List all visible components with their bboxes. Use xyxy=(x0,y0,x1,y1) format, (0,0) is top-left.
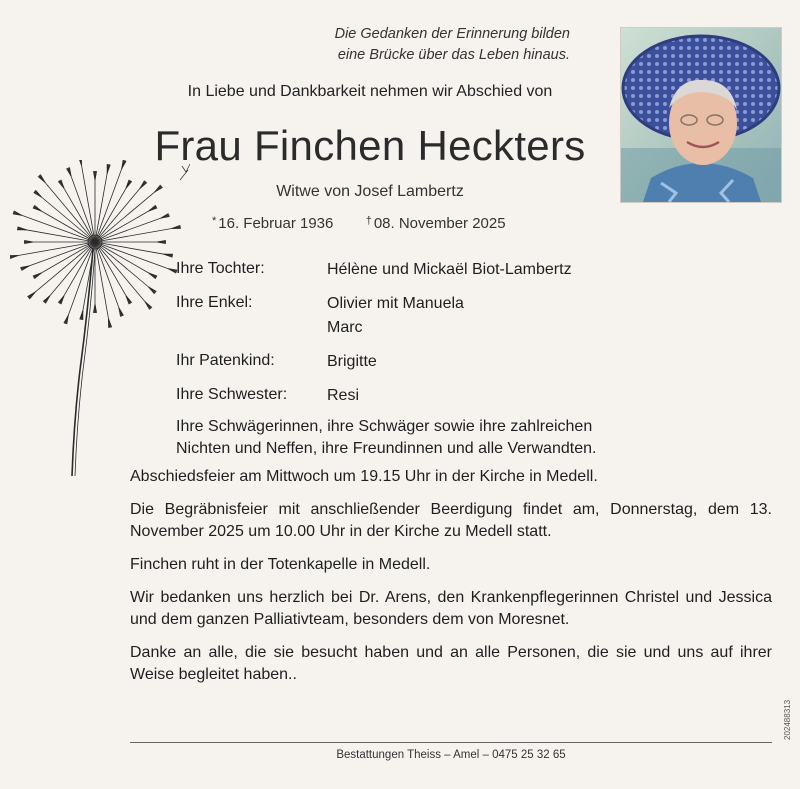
paragraph-thanks: Wir bedanken uns herzlich bei Dr. Arens, den Krankenpflegerinnen Christel und Jessica und dem ganzen Palliativteam, besonders dem von Moresnet. xyxy=(130,589,772,628)
birth-date: 16. Februar 1936 xyxy=(218,215,334,232)
intro-text: In Liebe und Dankbarkeit nehmen wir Abschied von xyxy=(187,83,553,100)
family-extra-line-1: Ihre Schwägerinnen, ihre Schwäger sowie ihre zahlreichen xyxy=(176,418,593,435)
paragraph-funeral: Die Begräbnisfeier mit anschließender Beerdigung findet am, Donnerstag, dem 13. November 2025 um 10.00 Uhr in der Kirche zu Medell statt. xyxy=(130,501,772,540)
paragraph-chapel: Finchen ruht in der Totenkapelle in Medell. xyxy=(130,556,431,573)
memorial-quote xyxy=(260,24,570,66)
family-member-name: Brigitte xyxy=(327,353,377,370)
family-member-name: Hélène und Mickaël Biot-Lambertz xyxy=(327,261,572,278)
death-date: 08. November 2025 xyxy=(373,215,506,232)
family-member-name: Marc xyxy=(327,319,363,336)
family-relation-label: Ihre Enkel: xyxy=(176,294,253,311)
side-code: 202488313 xyxy=(783,699,792,740)
quote-line-1: Die Gedanken der Erinnerung bilden xyxy=(334,26,570,42)
paragraph-closing: Danke an alle, die sie besucht haben und an alle Personen, die sie und uns auf ihrer Weise begleitet haben.. xyxy=(130,644,772,683)
family-extra-line-2: Nichten und Neffen, ihre Freundinnen und alle Verwandten. xyxy=(176,440,597,457)
announcement-text xyxy=(130,466,772,697)
family-member-name: Resi xyxy=(327,387,360,404)
quote-line-2: eine Brücke über das Leben hinaus. xyxy=(337,47,570,63)
portrait-photo xyxy=(620,27,782,203)
family-row xyxy=(176,350,776,374)
portrait-photo-icon xyxy=(621,28,781,202)
birth-star-icon: * xyxy=(212,215,217,227)
family-extra xyxy=(176,416,776,460)
family-member-names xyxy=(327,258,572,282)
funeral-home-footer: Bestattungen Theiss – Amel – 0475 25 32 65 xyxy=(336,749,566,761)
family-row xyxy=(176,258,776,282)
life-dates xyxy=(212,215,506,232)
deceased-name: Frau Finchen Heckters xyxy=(154,122,586,169)
paragraph-farewell: Abschiedsfeier am Mittwoch um 19.15 Uhr in der Kirche in Medell. xyxy=(130,468,598,485)
family-relation-label: Ihre Schwester: xyxy=(176,386,288,403)
death-cross-icon: † xyxy=(365,215,372,227)
family-relation-label: Ihr Patenkind: xyxy=(176,352,275,369)
dandelion-illustration xyxy=(10,160,190,480)
family-member-names xyxy=(327,292,464,340)
family-member-names xyxy=(327,384,359,408)
family-row xyxy=(176,292,776,340)
family-list xyxy=(176,258,776,460)
family-member-names xyxy=(327,350,377,374)
family-relation-label: Ihre Tochter: xyxy=(176,260,265,277)
family-member-name: Olivier mit Manuela xyxy=(327,295,464,312)
footer-divider xyxy=(130,742,772,743)
widow-line: Witwe von Josef Lambertz xyxy=(276,183,464,200)
family-row xyxy=(176,384,776,408)
